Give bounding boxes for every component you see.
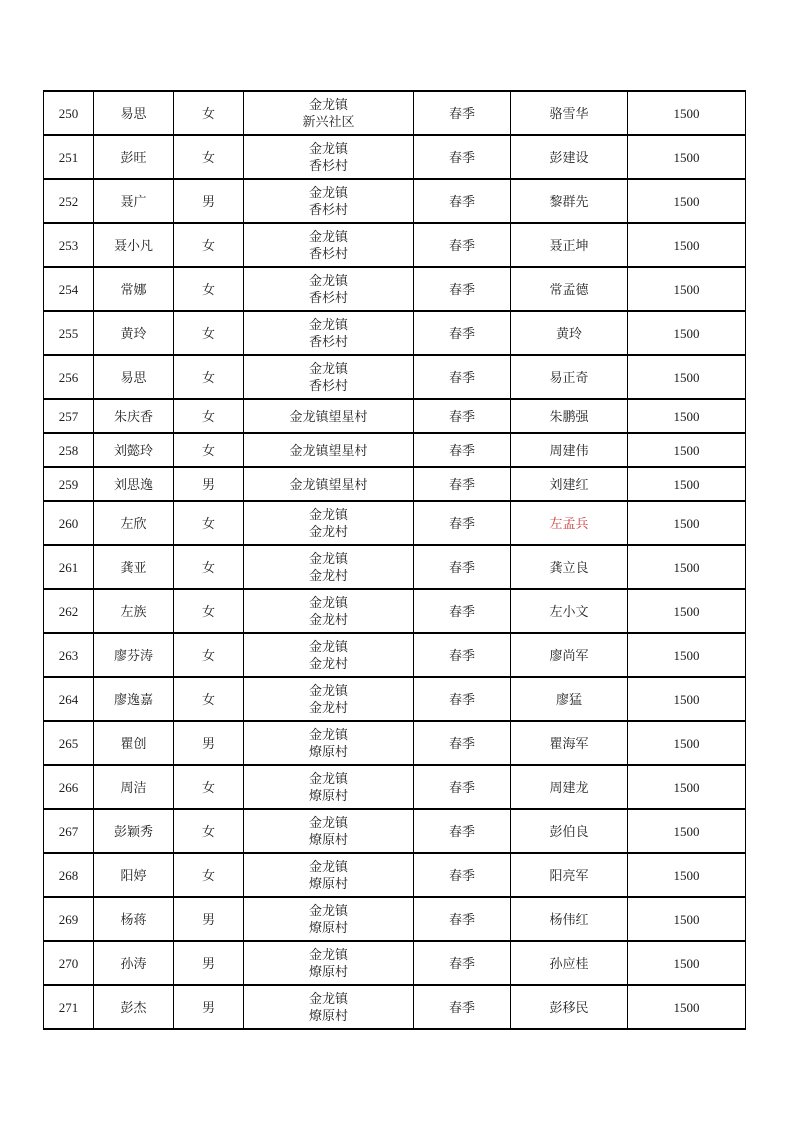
location-line: 香杉村 (308, 202, 348, 217)
cell-row-number: 262 (44, 589, 94, 633)
location-line: 金龙镇 (308, 229, 348, 244)
cell-gender: 女 (174, 589, 244, 633)
cell-amount: 1500 (628, 179, 746, 223)
cell-helper-name: 聂正坤 (511, 223, 628, 267)
cell-gender: 女 (174, 91, 244, 135)
location-line: 香杉村 (308, 290, 348, 305)
cell-row-number: 255 (44, 311, 94, 355)
cell-location (244, 985, 414, 1029)
location-line: 金龙镇 (308, 551, 348, 566)
cell-amount: 1500 (628, 501, 746, 545)
table-row (44, 399, 746, 433)
location-line: 燎原村 (308, 964, 348, 979)
cell-location (244, 501, 414, 545)
cell-row-number: 261 (44, 545, 94, 589)
location-line: 金龙镇 (308, 361, 348, 376)
cell-gender: 女 (174, 311, 244, 355)
table-row (44, 135, 746, 179)
cell-name: 彭杰 (94, 985, 174, 1029)
cell-amount: 1500 (628, 941, 746, 985)
cell-helper-name: 孙应桂 (511, 941, 628, 985)
cell-helper-name: 朱鹏强 (511, 399, 628, 433)
table-row (44, 985, 746, 1029)
cell-gender: 女 (174, 433, 244, 467)
cell-amount: 1500 (628, 91, 746, 135)
cell-row-number: 268 (44, 853, 94, 897)
cell-helper-name: 骆雪华 (511, 91, 628, 135)
table-row (44, 897, 746, 941)
cell-season: 春季 (414, 853, 511, 897)
cell-helper-name: 周建龙 (511, 765, 628, 809)
cell-amount: 1500 (628, 677, 746, 721)
cell-row-number: 256 (44, 355, 94, 399)
cell-amount: 1500 (628, 267, 746, 311)
location-line: 燎原村 (308, 744, 348, 759)
cell-row-number: 269 (44, 897, 94, 941)
cell-gender: 女 (174, 355, 244, 399)
location-line: 金龙镇 (308, 815, 348, 830)
cell-amount: 1500 (628, 721, 746, 765)
cell-row-number: 250 (44, 91, 94, 135)
cell-season: 春季 (414, 399, 511, 433)
location-line: 金龙镇望星村 (289, 408, 368, 424)
cell-season: 春季 (414, 135, 511, 179)
table-row (44, 501, 746, 545)
table-row (44, 433, 746, 467)
table-row (44, 721, 746, 765)
cell-season: 春季 (414, 433, 511, 467)
cell-amount: 1500 (628, 633, 746, 677)
location-line: 金龙村 (308, 700, 348, 715)
cell-row-number: 257 (44, 399, 94, 433)
cell-gender: 男 (174, 897, 244, 941)
cell-amount: 1500 (628, 223, 746, 267)
cell-name: 易思 (94, 355, 174, 399)
cell-season: 春季 (414, 941, 511, 985)
table-row (44, 467, 746, 501)
cell-gender: 女 (174, 853, 244, 897)
cell-gender: 女 (174, 633, 244, 677)
location-line: 金龙村 (308, 524, 348, 539)
location-line: 新兴社区 (302, 114, 355, 129)
cell-name: 彭颖秀 (94, 809, 174, 853)
cell-amount: 1500 (628, 545, 746, 589)
cell-location (244, 897, 414, 941)
cell-helper-name: 常孟德 (511, 267, 628, 311)
cell-season: 春季 (414, 589, 511, 633)
cell-helper-name: 彭移民 (511, 985, 628, 1029)
cell-gender: 男 (174, 941, 244, 985)
cell-helper-name: 彭建设 (511, 135, 628, 179)
location-line: 金龙镇 (308, 141, 348, 156)
cell-row-number: 263 (44, 633, 94, 677)
cell-season: 春季 (414, 809, 511, 853)
cell-name: 常娜 (94, 267, 174, 311)
cell-gender: 女 (174, 223, 244, 267)
cell-season: 春季 (414, 501, 511, 545)
location-line: 金龙镇 (308, 903, 348, 918)
cell-location (244, 765, 414, 809)
location-line: 金龙村 (308, 656, 348, 671)
cell-name: 左族 (94, 589, 174, 633)
cell-location (244, 91, 414, 135)
cell-row-number: 251 (44, 135, 94, 179)
location-line: 金龙镇 (308, 639, 348, 654)
location-line: 金龙镇 (308, 595, 348, 610)
cell-season: 春季 (414, 467, 511, 501)
table-row (44, 809, 746, 853)
cell-row-number: 259 (44, 467, 94, 501)
cell-location (244, 135, 414, 179)
cell-name: 廖逸嘉 (94, 677, 174, 721)
location-line: 金龙村 (308, 612, 348, 627)
cell-helper-name: 黎群先 (511, 179, 628, 223)
table-row (44, 545, 746, 589)
cell-helper-name: 阳亮军 (511, 853, 628, 897)
cell-name: 聂小凡 (94, 223, 174, 267)
cell-helper-name: 左孟兵 (511, 501, 628, 545)
cell-name: 刘思逸 (94, 467, 174, 501)
cell-location (244, 677, 414, 721)
cell-season: 春季 (414, 223, 511, 267)
location-line: 金龙镇 (308, 97, 348, 112)
location-line: 香杉村 (308, 246, 348, 261)
cell-gender: 男 (174, 985, 244, 1029)
cell-row-number: 266 (44, 765, 94, 809)
cell-row-number: 264 (44, 677, 94, 721)
cell-location (244, 355, 414, 399)
cell-row-number: 253 (44, 223, 94, 267)
cell-gender: 女 (174, 809, 244, 853)
location-line: 金龙镇 (308, 727, 348, 742)
location-line: 香杉村 (308, 378, 348, 393)
cell-row-number: 260 (44, 501, 94, 545)
table-row (44, 765, 746, 809)
cell-helper-name: 廖猛 (511, 677, 628, 721)
cell-gender: 女 (174, 677, 244, 721)
cell-amount: 1500 (628, 399, 746, 433)
cell-gender: 女 (174, 135, 244, 179)
location-line: 香杉村 (308, 158, 348, 173)
cell-season: 春季 (414, 765, 511, 809)
cell-location (244, 399, 414, 433)
cell-gender: 男 (174, 721, 244, 765)
cell-location (244, 721, 414, 765)
cell-amount: 1500 (628, 985, 746, 1029)
location-line: 燎原村 (308, 1008, 348, 1023)
cell-row-number: 270 (44, 941, 94, 985)
location-line: 金龙镇 (308, 507, 348, 522)
cell-amount: 1500 (628, 589, 746, 633)
table-row (44, 355, 746, 399)
table-row (44, 853, 746, 897)
cell-season: 春季 (414, 633, 511, 677)
cell-helper-name: 彭伯良 (511, 809, 628, 853)
cell-helper-name: 瞿海军 (511, 721, 628, 765)
cell-helper-name: 易正奇 (511, 355, 628, 399)
cell-helper-name: 廖尚军 (511, 633, 628, 677)
cell-amount: 1500 (628, 765, 746, 809)
cell-location (244, 633, 414, 677)
cell-helper-name: 刘建红 (511, 467, 628, 501)
cell-season: 春季 (414, 545, 511, 589)
cell-name: 瞿创 (94, 721, 174, 765)
cell-gender: 女 (174, 501, 244, 545)
cell-row-number: 258 (44, 433, 94, 467)
cell-season: 春季 (414, 355, 511, 399)
subsidy-roster-table (43, 90, 746, 1030)
location-line: 金龙镇望星村 (289, 476, 368, 492)
location-line: 燎原村 (308, 832, 348, 847)
cell-amount: 1500 (628, 135, 746, 179)
location-line: 燎原村 (308, 876, 348, 891)
location-line: 燎原村 (308, 920, 348, 935)
location-line: 金龙镇 (308, 683, 348, 698)
cell-gender: 女 (174, 765, 244, 809)
cell-location (244, 311, 414, 355)
cell-location (244, 809, 414, 853)
cell-name: 易思 (94, 91, 174, 135)
table-row (44, 223, 746, 267)
cell-row-number: 271 (44, 985, 94, 1029)
cell-location (244, 589, 414, 633)
cell-location (244, 853, 414, 897)
cell-season: 春季 (414, 677, 511, 721)
table-row (44, 941, 746, 985)
cell-helper-name: 龚立良 (511, 545, 628, 589)
location-line: 金龙镇 (308, 947, 348, 962)
cell-row-number: 254 (44, 267, 94, 311)
table-row (44, 91, 746, 135)
cell-location (244, 545, 414, 589)
cell-amount: 1500 (628, 853, 746, 897)
cell-name: 彭旺 (94, 135, 174, 179)
cell-season: 春季 (414, 311, 511, 355)
cell-amount: 1500 (628, 809, 746, 853)
cell-name: 周洁 (94, 765, 174, 809)
cell-helper-name: 杨伟红 (511, 897, 628, 941)
cell-name: 朱庆香 (94, 399, 174, 433)
cell-location (244, 433, 414, 467)
cell-location (244, 467, 414, 501)
cell-location (244, 267, 414, 311)
cell-amount: 1500 (628, 433, 746, 467)
cell-location (244, 179, 414, 223)
location-line: 金龙镇 (308, 317, 348, 332)
location-line: 金龙镇 (308, 771, 348, 786)
cell-helper-name: 黄玲 (511, 311, 628, 355)
cell-helper-name: 左小文 (511, 589, 628, 633)
cell-name: 黄玲 (94, 311, 174, 355)
cell-name: 龚亚 (94, 545, 174, 589)
location-line: 金龙镇 (308, 273, 348, 288)
cell-name: 阳婷 (94, 853, 174, 897)
cell-season: 春季 (414, 985, 511, 1029)
cell-row-number: 265 (44, 721, 94, 765)
location-line: 金龙镇 (308, 991, 348, 1006)
cell-season: 春季 (414, 91, 511, 135)
cell-row-number: 252 (44, 179, 94, 223)
location-line: 金龙村 (308, 568, 348, 583)
cell-season: 春季 (414, 179, 511, 223)
cell-location (244, 941, 414, 985)
cell-gender: 女 (174, 545, 244, 589)
table-row (44, 677, 746, 721)
cell-name: 孙涛 (94, 941, 174, 985)
table-row (44, 311, 746, 355)
cell-gender: 男 (174, 467, 244, 501)
cell-name: 聂广 (94, 179, 174, 223)
cell-season: 春季 (414, 897, 511, 941)
table-row (44, 179, 746, 223)
location-line: 金龙镇 (308, 185, 348, 200)
cell-location (244, 223, 414, 267)
cell-season: 春季 (414, 267, 511, 311)
cell-amount: 1500 (628, 467, 746, 501)
cell-season: 春季 (414, 721, 511, 765)
cell-amount: 1500 (628, 311, 746, 355)
table-row (44, 267, 746, 311)
location-line: 燎原村 (308, 788, 348, 803)
table-body (44, 91, 746, 1029)
cell-amount: 1500 (628, 355, 746, 399)
cell-gender: 女 (174, 267, 244, 311)
location-line: 金龙镇 (308, 859, 348, 874)
cell-name: 杨蒋 (94, 897, 174, 941)
cell-name: 刘懿玲 (94, 433, 174, 467)
location-line: 金龙镇望星村 (289, 442, 368, 458)
cell-helper-name: 周建伟 (511, 433, 628, 467)
cell-amount: 1500 (628, 897, 746, 941)
cell-row-number: 267 (44, 809, 94, 853)
location-line: 香杉村 (308, 334, 348, 349)
cell-name: 廖芬涛 (94, 633, 174, 677)
cell-gender: 男 (174, 179, 244, 223)
table-row (44, 589, 746, 633)
cell-gender: 女 (174, 399, 244, 433)
table-row (44, 633, 746, 677)
cell-name: 左欣 (94, 501, 174, 545)
